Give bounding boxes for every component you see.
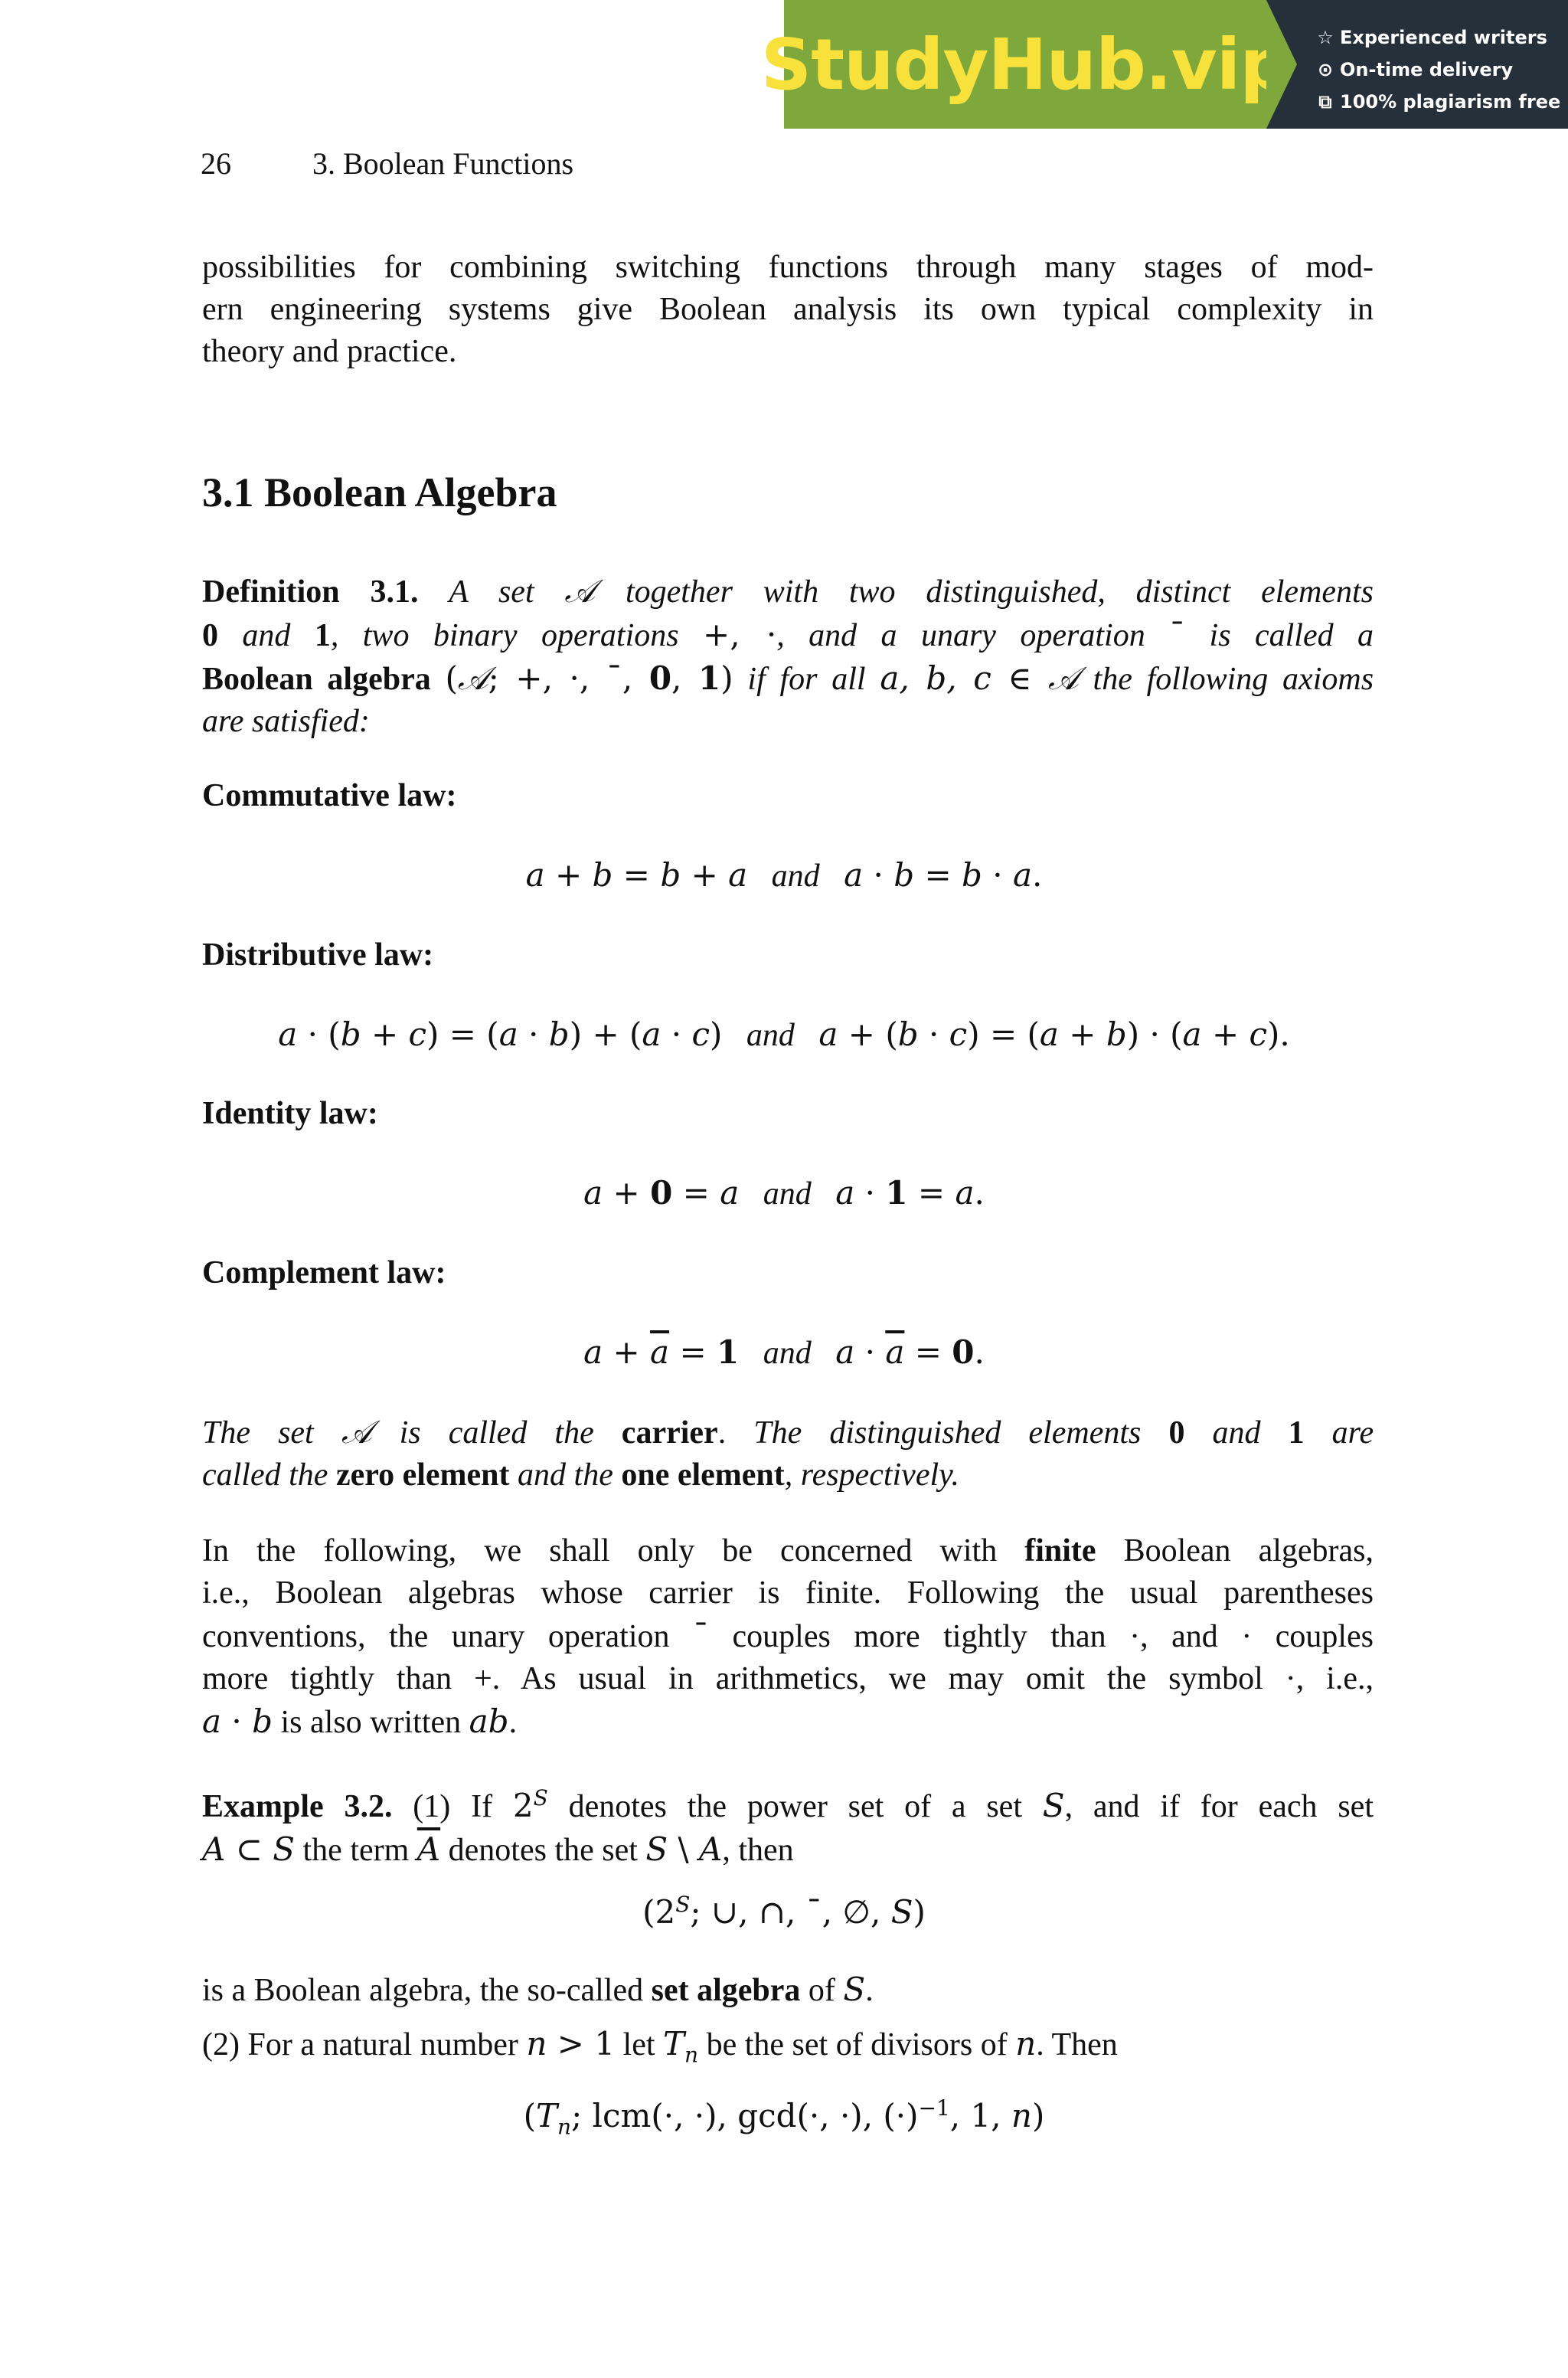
word-and: and [763, 1176, 812, 1212]
note-text: and the [518, 1457, 613, 1493]
definition-text: A set [449, 574, 534, 610]
banner-feature [1315, 21, 1568, 54]
definition-block [202, 570, 1374, 743]
clock-icon: ⊙ [1317, 59, 1334, 80]
note-text: is called the [399, 1415, 594, 1451]
text-line: 0 and 1, two binary operations +, ·, and a unary operation ¯ is called a [202, 616, 1374, 653]
note-text: , respectively. [784, 1457, 959, 1493]
equation-distributive: a · (b + c) = (a · b) + (a · c) and a + (b · c) = (a + b) · (a + c). [278, 1016, 1290, 1053]
word-and: and [746, 1018, 795, 1053]
text-line: a · b is also written ab. [202, 1703, 518, 1740]
word-and: and [763, 1336, 812, 1371]
body-text: be the set of divisors of [706, 2027, 1008, 2062]
zero-element-term: zero element [335, 1457, 510, 1493]
note-text: are [1331, 1415, 1374, 1451]
text-line: conventions, the unary operation ¯ couples more tightly than ·, and · couples [202, 1617, 1374, 1654]
equation-set-algebra: ($2^S$; ∪, ∩, ¯, ∅, S) [642, 1892, 926, 1931]
body-text: conventions, the unary operation [202, 1619, 670, 1654]
banner-feature-text: On-time delivery [1340, 59, 1514, 80]
equation-identity: a + 0 = a and a · 1 = a. [583, 1174, 985, 1212]
text-line: A ⊂ S the term $\overline{A}$ denotes the set S \ A, then [202, 1830, 794, 1868]
banner-feature [1315, 54, 1568, 86]
text-line: theory and practice. [202, 334, 457, 369]
text-line: i.e., Boolean algebras whose carrier is finite. Following the usual parentheses [202, 1575, 1374, 1611]
law-heading-complement: Complement law: [202, 1255, 446, 1290]
body-text: couples more tightly than ·, and · couples [732, 1619, 1374, 1654]
one-symbol: 1 [314, 618, 331, 653]
body-text: let [622, 2027, 655, 2062]
text-line: possibilities for combining switching functions through many stages of mod- [202, 250, 1374, 285]
banner-features [1266, 0, 1568, 129]
note-text: and [1212, 1415, 1261, 1451]
equation-commutative: a + b = b + a and a · b = b · a. [525, 856, 1043, 894]
equation-divisor-algebra: ($T_n$; lcm(·, ·), gcd(·, ·), $(\cdot)^{-1}$, 1, n) [523, 2095, 1045, 2140]
banner-arrow-shape [1266, 0, 1297, 129]
example-label: Example 3.2. [202, 1789, 393, 1824]
body-text: denotes the power set of a set [568, 1789, 1022, 1824]
equation-complement: $a + \overline{a} = 1$ and $a \cdot \overline{a} = 0$. [583, 1333, 985, 1371]
one-element-term: one element [621, 1457, 785, 1493]
text-line: Definition 3.1. A set 𝒜 together with two distinguished, distinct elements [202, 572, 1374, 610]
finite-term: finite [1024, 1533, 1096, 1568]
definition-text: is called a [1209, 618, 1374, 653]
body-text: (2) For a natural number [202, 2027, 518, 2062]
text-line: ern engineering systems give Boolean analysis its own typical complexity in [202, 292, 1374, 327]
intro-paragraph [202, 247, 1374, 373]
definition-text: if for all [747, 662, 866, 697]
body-text: . Then [1036, 2027, 1118, 2062]
word-and: and [771, 859, 820, 894]
carrier-term: carrier [621, 1415, 718, 1451]
definition-label: Definition 3.1. [202, 574, 419, 610]
note-text: called the [202, 1457, 328, 1493]
banner-feature [1315, 86, 1568, 118]
text-line: Example 3.2. (1) If $2^S$ denotes the power set of a set S, and if for each set [202, 1785, 1374, 1824]
definition-text: and [242, 618, 291, 653]
set-algebra-term: set algebra [651, 1973, 801, 2008]
running-head: 3. Boolean Functions [312, 146, 574, 181]
body-text: Boolean algebras, [1123, 1533, 1374, 1568]
body-text: of [808, 1973, 835, 2008]
text-line: The set 𝒜 is called the carrier. The distinguished elements 0 and 1 are [202, 1413, 1374, 1451]
text-line: more tightly than +. As usual in arithmetics, we may omit the symbol ·, i.e., [202, 1661, 1374, 1696]
text-line: is a Boolean algebra, the so-called set algebra of S. [202, 1971, 874, 2008]
example-block [202, 1777, 1374, 1872]
body-text: (1) If [413, 1789, 493, 1824]
note-text: The set [202, 1415, 314, 1451]
body-text: , then [722, 1833, 794, 1868]
carrier-paragraph [202, 1411, 1374, 1496]
definition-text: , two binary operations [330, 618, 679, 653]
ad-banner[interactable] [760, 0, 1568, 129]
banner-logo-area[interactable] [760, 0, 1290, 129]
text-line: (2) For a natural number n > 1 let $T_n$ be the set of divisors of n. Then [202, 2025, 1118, 2068]
definition-text: , and a unary operation [776, 618, 1145, 653]
example-continued [202, 1968, 1374, 2075]
body-text: In the following, we shall only be concerned with [202, 1533, 998, 1568]
text-line [202, 701, 1374, 743]
body-text: , and if for each set [1064, 1789, 1374, 1824]
banner-feature-text: 100% plagiarism free [1340, 91, 1561, 113]
star-icon: ☆ [1317, 27, 1334, 48]
law-heading-distributive: Distributive law: [202, 937, 434, 973]
body-text: denotes the set [448, 1833, 638, 1868]
boolean-algebra-term: Boolean algebra [202, 662, 431, 697]
note-text: The distinguished elements [753, 1415, 1142, 1451]
body-text: is also written [280, 1705, 462, 1740]
definition-text: together with two distinguished, distinct elements [625, 574, 1374, 610]
definition-text: are satisfied: [202, 704, 370, 739]
banner-feature-text: Experienced writers [1340, 27, 1547, 48]
finite-paragraph [202, 1530, 1374, 1744]
text-line [202, 1530, 1374, 1572]
body-text: is a Boolean algebra, the so-called [202, 1973, 644, 2008]
banner-logo[interactable]: StudyHub.vip [760, 23, 1290, 106]
text-line [202, 1454, 1374, 1496]
copy-icon: ⧉ [1318, 91, 1332, 113]
law-heading-commutative: Commutative law: [202, 778, 457, 813]
body-text: the term [302, 1833, 410, 1868]
page-number: 26 [201, 146, 231, 181]
zero-symbol: 0 [202, 618, 218, 653]
definition-text: the following axioms [1093, 662, 1374, 697]
law-heading-identity: Identity law: [202, 1096, 378, 1131]
section-heading: 3.1 Boolean Algebra [202, 469, 557, 515]
text-line: Boolean algebra (𝒜; +, ·, ¯, 0, 1) if for all a, b, c ∈ 𝒜 the following axioms [202, 659, 1374, 697]
